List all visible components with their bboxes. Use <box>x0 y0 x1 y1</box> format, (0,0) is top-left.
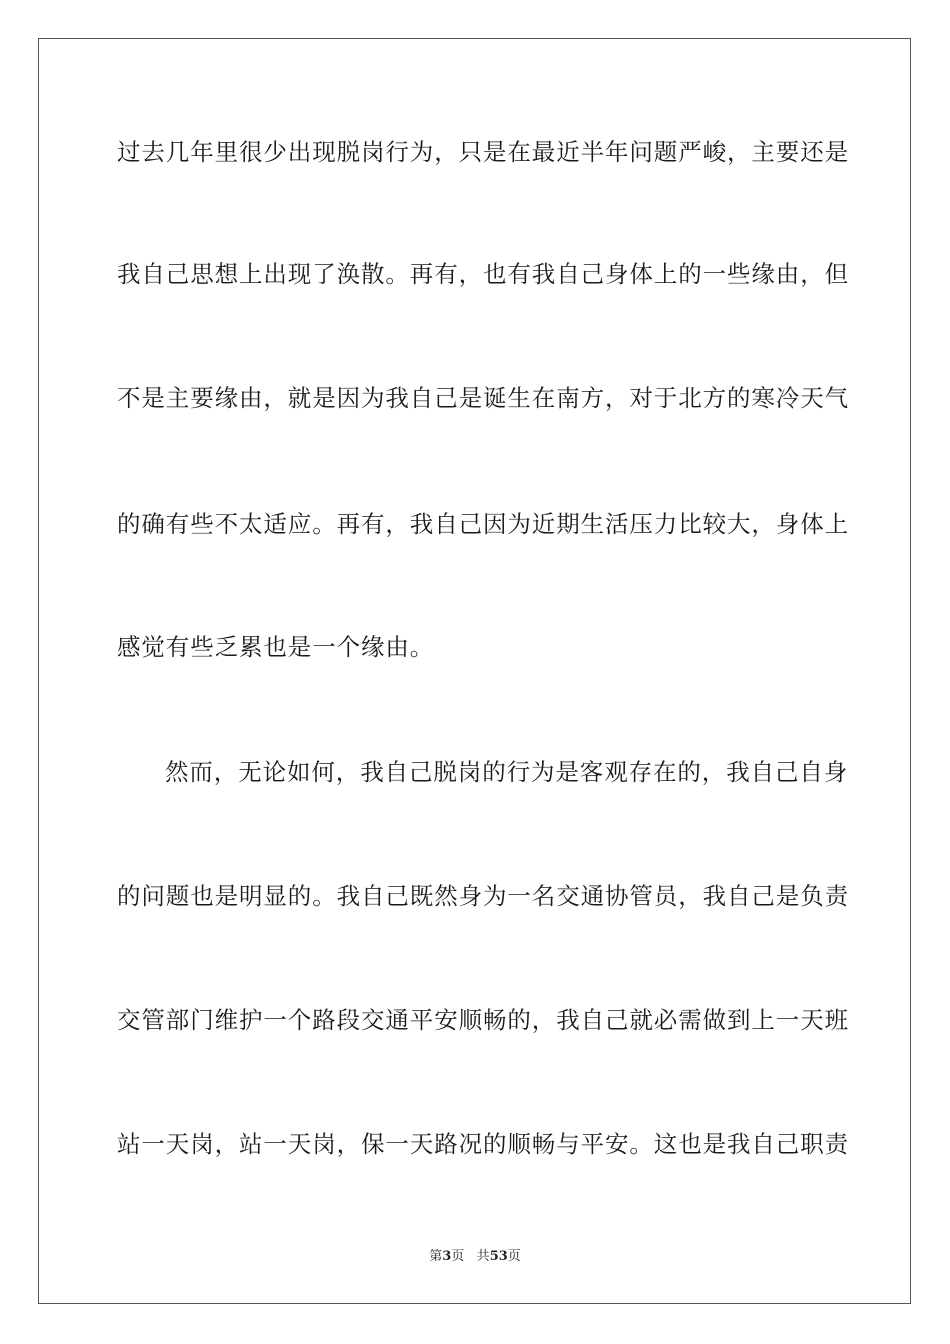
total-pages: 53 <box>489 1249 508 1264</box>
text-line-1: 过去几年里很少出现脱岗行为，只是在最近半年问题严峻，主要还是 <box>117 138 849 166</box>
text-line-2: 我自己思想上出现了涣散。再有，也有我自己身体上的一些缘由，但 <box>117 260 849 288</box>
page-suffix: 页 <box>451 1249 465 1264</box>
page-footer <box>0 1248 950 1266</box>
text-line-5: 感觉有些乏累也是一个缘由。 <box>117 633 435 661</box>
text-line-9: 站一天岗，站一天岗，保一天路况的顺畅与平安。这也是我自己职责 <box>117 1130 849 1158</box>
total-suffix: 页 <box>507 1249 521 1264</box>
page-border <box>38 38 911 1304</box>
text-line-4: 的确有些不太适应。再有，我自己因为近期生活压力比较大，身体上 <box>117 510 849 538</box>
page-prefix: 第 <box>429 1249 443 1264</box>
total-prefix: 共 <box>476 1249 490 1264</box>
text-line-8: 交管部门维护一个路段交通平安顺畅的，我自己就必需做到上一天班 <box>117 1006 849 1034</box>
text-line-7: 的问题也是明显的。我自己既然身为一名交通协管员，我自己是负责 <box>117 882 849 910</box>
page-number: 3 <box>442 1249 452 1264</box>
paragraph-start-line: 然而，无论如何，我自己脱岗的行为是客观存在的，我自己自身 <box>165 758 849 786</box>
text-line-3: 不是主要缘由，就是因为我自己是诞生在南方，对于北方的寒冷天气 <box>117 384 849 412</box>
